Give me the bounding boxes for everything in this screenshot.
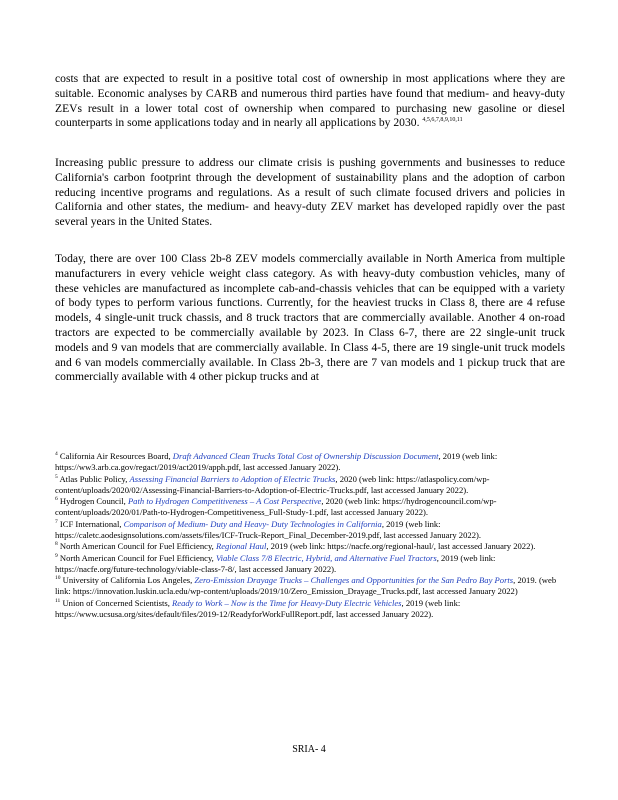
page-number: SRIA- 4 [292, 744, 326, 755]
footnote-details: , 2020 (web link: https://atlaspolicy.com/wp-content/uploads/2020/02/Assessing-Financial-Barriers-to-Adoption-of-Electric-Trucks.pdf, last accessed January 2022). [55, 473, 490, 495]
footnote-author: ICF International, [59, 518, 124, 529]
footnote-details: , 2019 (web link: https://caletc.aodesignsolutions.com/assets/files/ICF-Truck-Report_Final_December-2019.pdf, last accessed January 2022). [55, 518, 482, 540]
footnote-title-link[interactable]: Draft Advanced Clean Trucks Total Cost of Ownership Discussion Document [172, 451, 439, 461]
footnote-title-link[interactable]: Comparison of Medium- Duty and Heavy- Duty Technologies in California [123, 518, 382, 529]
footnote-7 [55, 519, 565, 541]
footnote-number: 4 [55, 451, 58, 458]
footnote-author: North American Council for Fuel Efficiency, [59, 541, 216, 552]
footnote-9 [55, 553, 565, 575]
footnote-number: 7 [55, 518, 58, 525]
footnote-8 [55, 541, 565, 552]
footnote-references: 4,5,6,7,8,9,10,11 [422, 117, 463, 124]
paragraph-text: Increasing public pressure to address our climate crisis is pushing governments and businesses to reduce California's carbon footprint through the development of sustainability plans and the adoption of carbon reducing incentive programs and regulations. As a result of such climate focused drivers and policies in California and other states, the medium- and heavy-duty ZEV market has developed rapidly over the past several years in the United States. [55, 156, 565, 229]
footnote-10 [55, 575, 565, 597]
footnote-number: 10 [55, 575, 61, 582]
footnote-number: 5 [55, 473, 58, 480]
paragraph-text: Today, there are over 100 Class 2b-8 ZEV models commercially available in North America from multiple manufacturers in every vehicle weight class category. As with heavy-duty combustion vehicles, many of these vehicles are manufactured as incomplete cab-and-chassis vehicles that can be equipped with a variety of body types to perform various functions. Currently, for the heaviest trucks in Class 8, there are 4 refuse models, 4 single-unit truck chassis, and 8 truck tractors that are commercially available. Another 4 on-road tractors are expected to be commercially available by 2023. In Class 6-7, there are 22 single-unit truck models and 9 van models that are commercially available. In Class 4-5, there are 19 single-unit truck models and 6 van models commercially available. In Class 2b-3, there are 7 van models and 1 pickup truck that are commercially available with 4 other pickup trucks and at [55, 252, 565, 384]
paragraph-cost-of-ownership [55, 72, 565, 131]
footnote-title-link[interactable]: Zero-Emission Drayage Trucks – Challenges and Opportunities for the San Pedro Bay Ports [194, 575, 514, 586]
footnote-title-link[interactable]: Regional Haul [215, 541, 267, 552]
footnote-details: , 2019 (web link: https://nacfe.org/future-technology/viable-class-7-8/, last accessed January 2022). [55, 552, 496, 574]
footnote-details: , 2019 (web link: https://ww3.arb.ca.gov/regact/2019/act2019/apph.pdf, last accessed January 2022). [55, 451, 498, 473]
footnotes [55, 451, 565, 621]
footnote-details: , 2019 (web link: https://nacfe.org/regional-haul/, last accessed January 2022). [266, 541, 536, 552]
footnote-author: North American Council for Fuel Efficiency, [59, 552, 216, 563]
footnote-5 [55, 474, 565, 496]
footnote-number: 6 [55, 496, 58, 503]
paragraph-public-pressure [55, 156, 565, 230]
footnote-author: Union of Concerned Scientists, [62, 597, 173, 608]
footnote-number: 11 [55, 598, 61, 605]
paragraph-zev-models [55, 252, 565, 385]
footnote-details: , 2020 (web link: https://hydrogencouncil.com/wp-content/uploads/2020/01/Path-to-Hydrogen-Competitiveness_Full-Study-1.pdf, last accessed January 2022). [55, 496, 497, 518]
footnote-title-link[interactable]: Path to Hydrogen Competitiveness – A Cost Perspective [127, 496, 322, 507]
footnote-4 [55, 451, 565, 473]
footnote-author: Atlas Public Policy, [59, 473, 130, 484]
footnote-title-link[interactable]: Ready to Work – Now is the Time for Heavy-Duty Electric Vehicles [172, 597, 402, 608]
footnote-author: University of California Los Angeles, [62, 575, 195, 586]
footnote-number: 9 [55, 552, 58, 559]
footnote-6 [55, 496, 565, 518]
footnote-title-link[interactable]: Assessing Financial Barriers to Adoption of Electric Trucks [129, 473, 336, 484]
footnote-author: California Air Resources Board, [59, 451, 173, 461]
footnote-11 [55, 598, 565, 620]
footnote-title-link[interactable]: Viable Class 7/8 Electric, Hybrid, and Alternative Fuel Tractors [215, 552, 437, 563]
footnote-author: Hydrogen Council, [59, 496, 128, 507]
paragraph-text: costs that are expected to result in a positive total cost of ownership in most applications where they are suitable. Economic analyses by CARB and numerous third parties have found that medium- and heavy-duty ZEVs result in a lower total cost of ownership when compared to purchasing new gasoline or diesel counterparts in some applications today and in nearly all applications by 2030. [55, 72, 565, 130]
footnote-details: , 2019 (web link: https://www.ucsusa.org/sites/default/files/2019-12/ReadyforWorkFullReport.pdf, last accessed January 2022). [55, 597, 461, 620]
footnote-details: , 2019. (web link: https://innovation.luskin.ucla.edu/wp-content/uploads/2019/10/Zero_Emission_Drayage_Trucks.pdf, last accessed January 2022) [55, 575, 557, 597]
footnote-number: 8 [55, 541, 58, 548]
